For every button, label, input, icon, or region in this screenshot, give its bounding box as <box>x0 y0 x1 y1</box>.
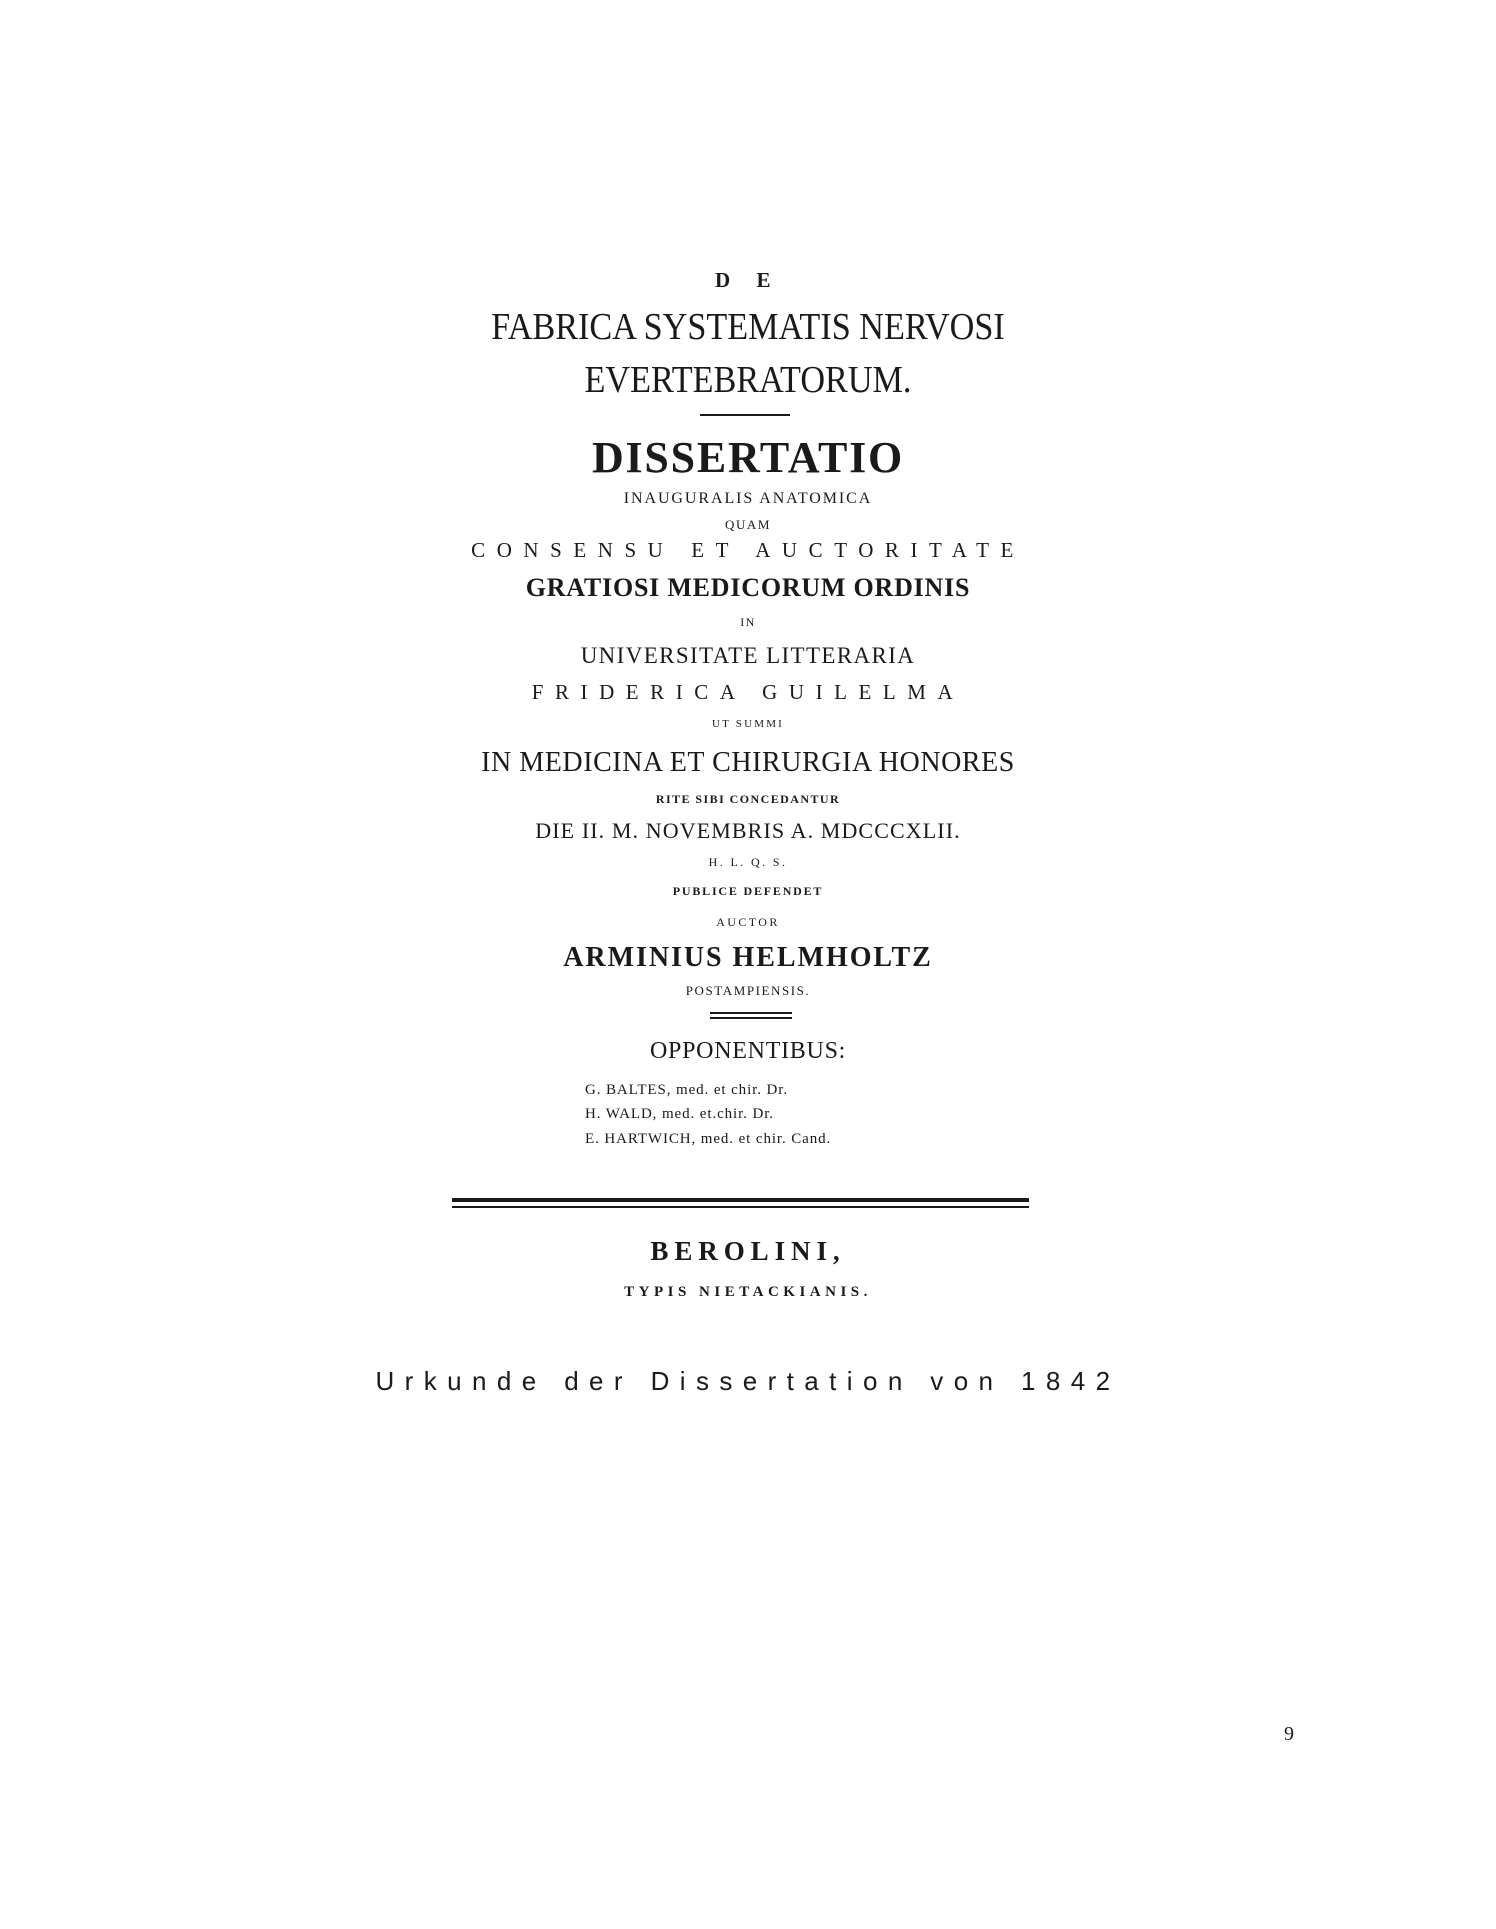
title-line-2: EVERTEBRATORUM. <box>584 359 912 401</box>
opponent-2: H. WALD, med. et.chir. Dr. <box>585 1106 774 1122</box>
in-line: IN <box>740 615 756 629</box>
short-divider <box>700 414 790 416</box>
author-name: ARMINIUS HELMHOLTZ <box>563 942 933 973</box>
double-divider-top <box>710 1012 792 1014</box>
universitate-line: UNIVERSITATE LITTERARIA <box>580 643 916 668</box>
opponent-1: G. BALTES, med. et chir. Dr. <box>585 1082 788 1098</box>
publice-line: PUBLICE DEFENDET <box>672 884 824 898</box>
caption: Urkunde der Dissertation von 1842 <box>375 1366 1121 1396</box>
ut-summi-line: UT SUMMI <box>711 718 785 730</box>
gratiosi-line: GRATIOSI MEDICORUM ORDINIS <box>525 573 971 602</box>
opponent-3: E. HARTWICH, med. et chir. Cand. <box>585 1131 832 1147</box>
hlqs-line: H. L. Q. S. <box>708 855 788 869</box>
postampiensis-line: POSTAMPIENSIS. <box>685 983 811 998</box>
date-line: DIE II. M. NOVEMBRIS A. MDCCCXLII. <box>535 818 961 843</box>
auctor-line: AUCTOR <box>716 915 780 929</box>
opponentibus-heading: OPPONENTIBUS: <box>649 1038 847 1064</box>
friderica-line: FRIDERICA GUILELMA <box>531 680 965 704</box>
quam-line: QUAM <box>725 517 771 532</box>
honores-line: IN MEDICINA ET CHIRURGIA HONORES <box>481 747 1015 778</box>
dissertatio-heading: DISSERTATIO <box>591 433 905 482</box>
de-line: D E <box>715 268 781 292</box>
inauguralis-line: INAUGURALIS ANATOMICA <box>623 490 873 507</box>
consensu-line: CONSENSU ET AUCTORITATE <box>471 538 1025 562</box>
berolini-line: BEROLINI, <box>650 1236 846 1266</box>
thick-divider <box>452 1198 1029 1202</box>
title-line-1: FABRICA SYSTEMATIS NERVOSI <box>491 306 1005 348</box>
thin-divider <box>452 1206 1029 1208</box>
rite-line: RITE SIBI CONCEDANTUR <box>655 792 841 806</box>
page-number: 9 <box>1284 1723 1294 1745</box>
double-divider-bottom <box>710 1017 792 1019</box>
typis-line: TYPIS NIETACKIANIS. <box>624 1284 872 1300</box>
